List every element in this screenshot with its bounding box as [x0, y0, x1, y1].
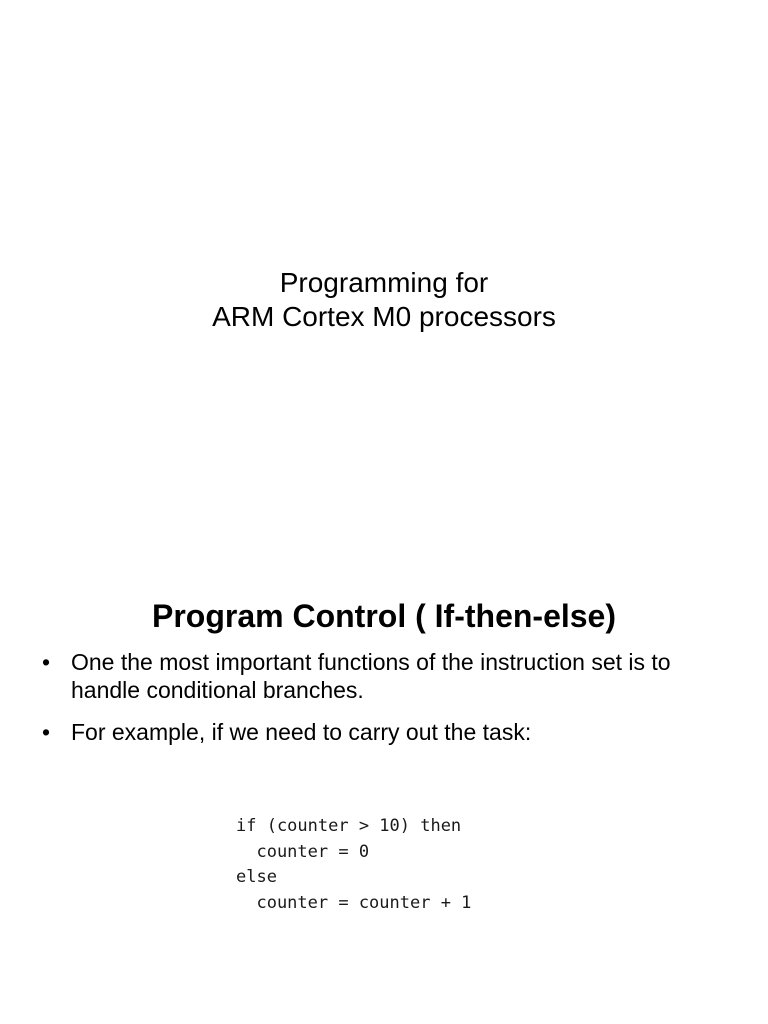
code-line: counter = counter + 1 [236, 892, 472, 913]
bullet-text: For example, if we need to carry out the task: [71, 719, 532, 745]
slide-heading: Program Control ( If-then-else) [151, 598, 616, 634]
slide-title-line-1: Programming for [279, 267, 489, 298]
code-block [236, 814, 471, 916]
slide-title [0, 266, 768, 334]
bullet-text: One the most important functions of the instruction set is to handle conditional branches. [71, 649, 671, 703]
code-line: counter = 0 [236, 841, 370, 862]
content-slide [0, 576, 768, 1024]
code-line: else [236, 867, 277, 887]
bullet-marker: • [42, 649, 51, 675]
bullet-item [42, 648, 742, 704]
bullet-list [42, 648, 742, 760]
slide-title-line-2: ARM Cortex M0 processors [212, 301, 556, 332]
bullet-marker: • [42, 719, 51, 745]
bullet-item [42, 718, 742, 746]
code-line: if (counter > 10) then [236, 816, 462, 836]
